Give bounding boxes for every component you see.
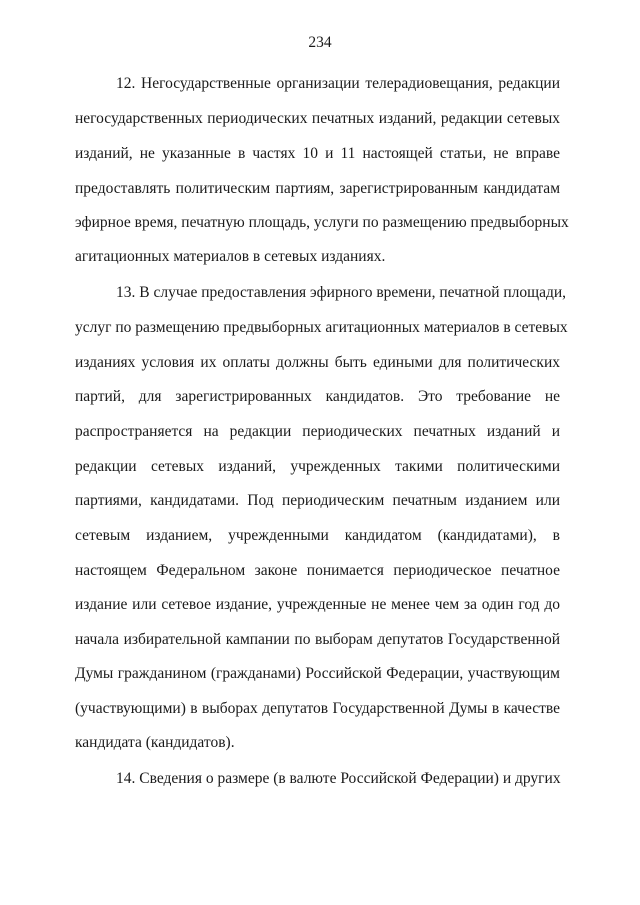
text-line: кандидата (кандидатов).	[75, 734, 235, 751]
text-line: редакции сетевых изданий, учрежденных такими политическими	[75, 458, 560, 475]
text-line: агитационных материалов в сетевых изданиях.	[75, 248, 386, 265]
text-line: услуг по размещению предвыборных агитационных материалов в сетевых	[75, 319, 568, 336]
text-line: Думы гражданином (гражданами) Российской Федерации, участвующим	[75, 665, 560, 682]
text-line: партиями, кандидатами. Под периодическим печатным изданием или	[75, 492, 560, 509]
page-number: 234	[308, 34, 332, 51]
text-line: издание или сетевое издание, учрежденные не менее чем за один год до	[75, 596, 560, 613]
text-line: предоставлять политическим партиям, зарегистрированным кандидатам	[75, 180, 560, 197]
text-line: настоящем Федеральном законе понимается периодическое печатное	[75, 562, 560, 579]
text-line: начала избирательной кампании по выборам депутатов Государственной	[75, 631, 560, 648]
text-line: сетевым изданием, учрежденными кандидатом (кандидатами), в	[75, 527, 560, 544]
text-line: (участвующими) в выборах депутатов Государственной Думы в качестве	[75, 700, 560, 717]
text-line: 13. В случае предоставления эфирного времени, печатной площади,	[116, 284, 567, 301]
text-line: изданий, не указанные в частях 10 и 11 настоящей статьи, не вправе	[75, 145, 560, 162]
text-line: 14. Сведения о размере (в валюте Российской Федерации) и других	[116, 770, 561, 787]
text-line: негосударственных периодических печатных изданий, редакции сетевых	[75, 110, 560, 127]
text-line: эфирное время, печатную площадь, услуги по размещению предвыборных	[75, 214, 569, 231]
text-line: 12. Негосударственные организации телерадиовещания, редакции	[116, 75, 560, 92]
text-line: изданиях условия их оплаты должны быть едиными для политических	[75, 354, 560, 371]
text-line: распространяется на редакции периодических печатных изданий и	[75, 423, 560, 440]
text-line: партий, для зарегистрированных кандидатов. Это требование не	[75, 388, 560, 405]
